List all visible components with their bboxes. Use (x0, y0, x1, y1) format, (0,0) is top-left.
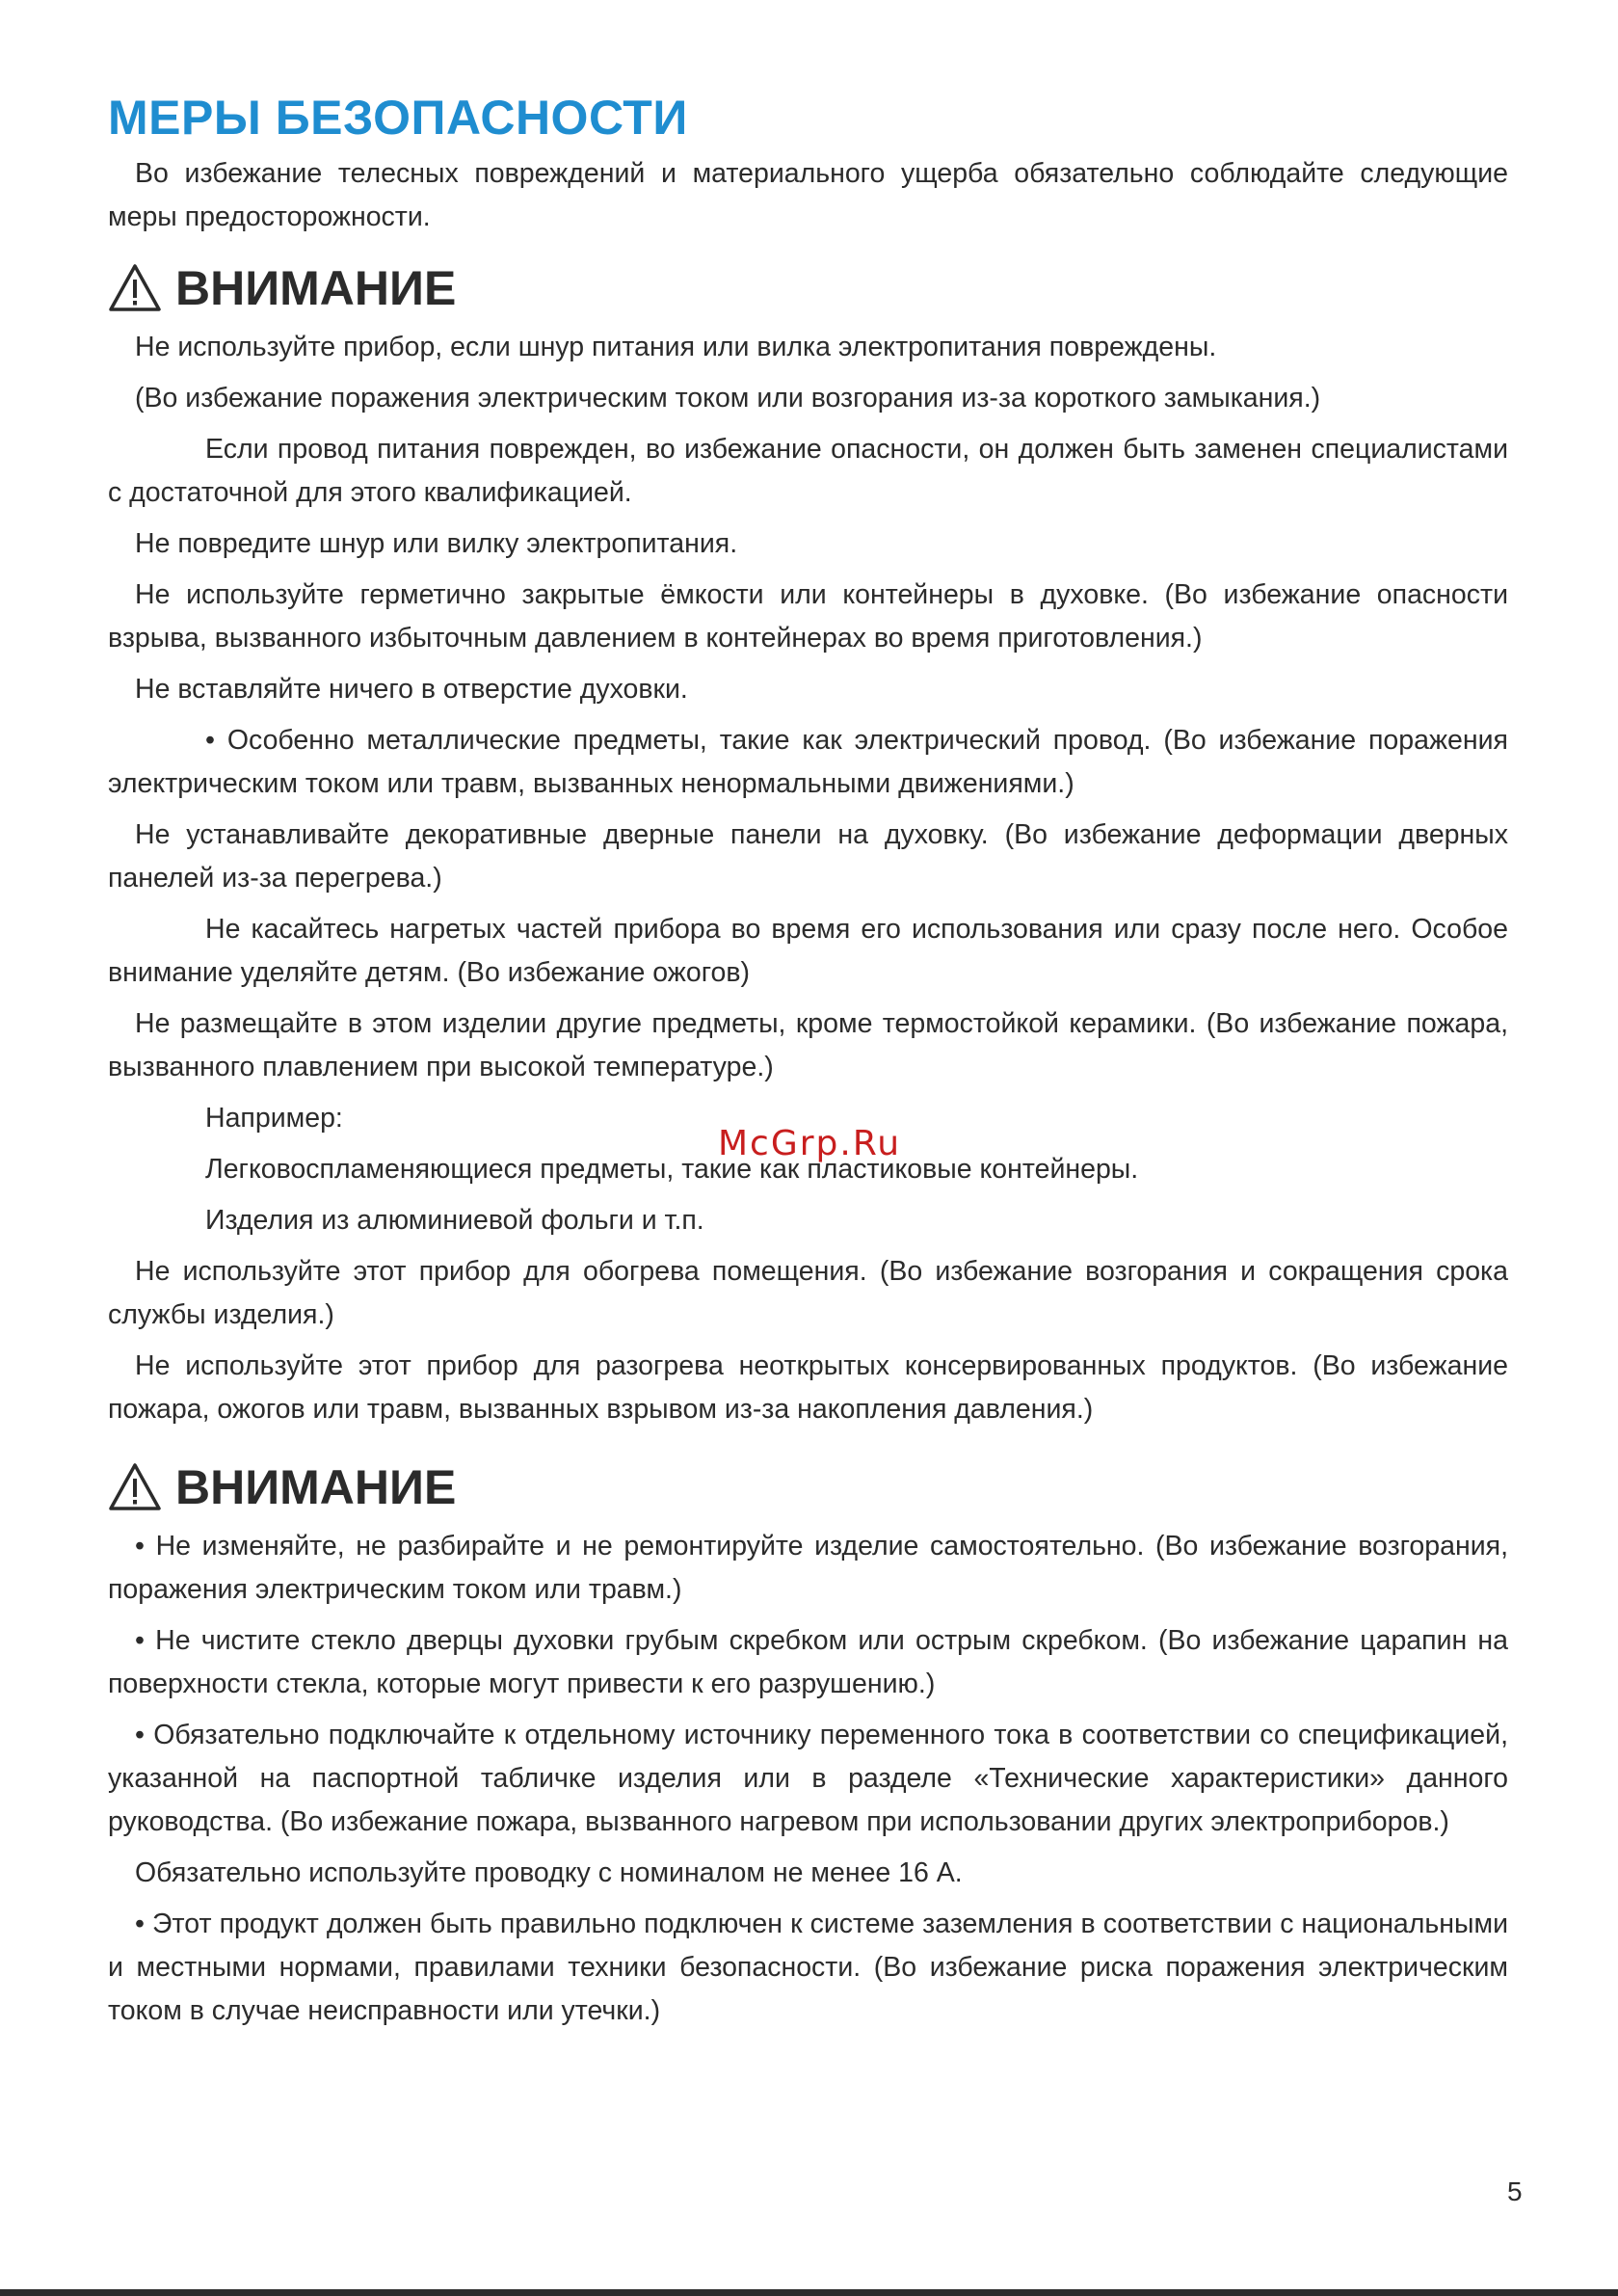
s1-item-3: Если провод питания поврежден, во избежание опасности, он должен быть заменен специалистами с достаточной для этого квалификацией. (108, 434, 1508, 508)
section-1-heading (108, 257, 1508, 319)
s1-item-8: Не устанавливайте декоративные дверные панели на духовку. (Во избежание деформации дверных панелей из-за перегрева.) (108, 819, 1508, 894)
s1-item-14: Не используйте этот прибор для обогрева помещения. (Во избежание возгорания и сокращения срока службы изделия.) (108, 1256, 1508, 1330)
warning-triangle-icon (108, 1462, 162, 1512)
s2-item-2: • Не чистите стекло дверцы духовки грубым скребком или острым скребком. (Во избежание царапин на поверхности стекла, которые могут привести к его разрушению.) (108, 1625, 1508, 1699)
s1-item-7: • Особенно металлические предметы, такие как электрический провод. (Во избежание поражения электрическим током или травм, вызванных ненормальными движениями.) (108, 725, 1508, 799)
s2-item-5: • Этот продукт должен быть правильно подключен к системе заземления в соответствии с национальными и местными нормами, правилами техники безопасности. (Во избежание риска поражения электрическим током в случае неисправности или утечки.) (108, 1909, 1508, 2026)
watermark: McGrp.Ru (718, 1124, 902, 1163)
s1-item-13: Изделия из алюминиевой фольги и т.п. (205, 1205, 704, 1236)
bottom-rule (0, 2289, 1618, 2296)
s1-item-6: Не вставляйте ничего в отверстие духовки. (135, 674, 688, 705)
s2-item-4: Обязательно используйте проводку с номиналом не менее 16 А. (135, 1857, 963, 1888)
document-page (108, 87, 1508, 2033)
s1-item-11: Например: (205, 1103, 343, 1134)
section-2-heading (108, 1456, 1508, 1518)
intro-paragraph: Во избежание телесных повреждений и материального ущерба обязательно соблюдайте следующие меры предосторожности. (108, 158, 1508, 232)
s1-item-4: Не повредите шнур или вилку электропитания. (135, 528, 738, 559)
s1-item-5: Не используйте герметично закрытые ёмкости или контейнеры в духовке. (Во избежание опасности взрыва, вызванного избыточным давлением в контейнерах во время приготовления.) (108, 579, 1508, 654)
page-title: МЕРЫ БЕЗОПАСНОСТИ (108, 91, 688, 145)
s1-item-15: Не используйте этот прибор для разогрева неоткрытых консервированных продуктов. (Во избежание пожара, ожогов или травм, вызванных взрывом из-за накопления давления.) (108, 1350, 1508, 1425)
s1-item-12: Легковоспламеняющиеся предметы, такие как пластиковые контейнеры. (205, 1154, 1139, 1185)
s1-item-2: (Во избежание поражения электрическим током или возгорания из-за короткого замыкания.) (135, 383, 1321, 414)
s1-item-9: Не касайтесь нагретых частей прибора во время его использования или сразу после него. Особое внимание уделяйте детям. (Во избежание ожогов) (108, 914, 1508, 988)
s1-item-1: Не используйте прибор, если шнур питания или вилка электропитания повреждены. (135, 332, 1217, 362)
s1-item-10: Не размещайте в этом изделии другие предметы, кроме термостойкой керамики. (Во избежание пожара, вызванного плавлением при высокой температуре.) (108, 1008, 1508, 1082)
section-1-heading-text: ВНИМАНИЕ (175, 261, 457, 315)
s2-item-1: • Не изменяйте, не разбирайте и не ремонтируйте изделие самостоятельно. (Во избежание возгорания, поражения электрическим током или травм.) (108, 1531, 1508, 1605)
section-2-heading-text: ВНИМАНИЕ (175, 1460, 457, 1514)
warning-triangle-icon (108, 263, 162, 313)
s2-item-3: • Обязательно подключайте к отдельному источнику переменного тока в соответствии со спецификацией, указанной на паспортной табличке изделия или в разделе «Технические характеристики» данного руководства. (Во избежание пожара, вызванного нагревом при использовании других электроприборов.) (108, 1720, 1508, 1837)
page-number: 5 (1507, 2176, 1523, 2206)
